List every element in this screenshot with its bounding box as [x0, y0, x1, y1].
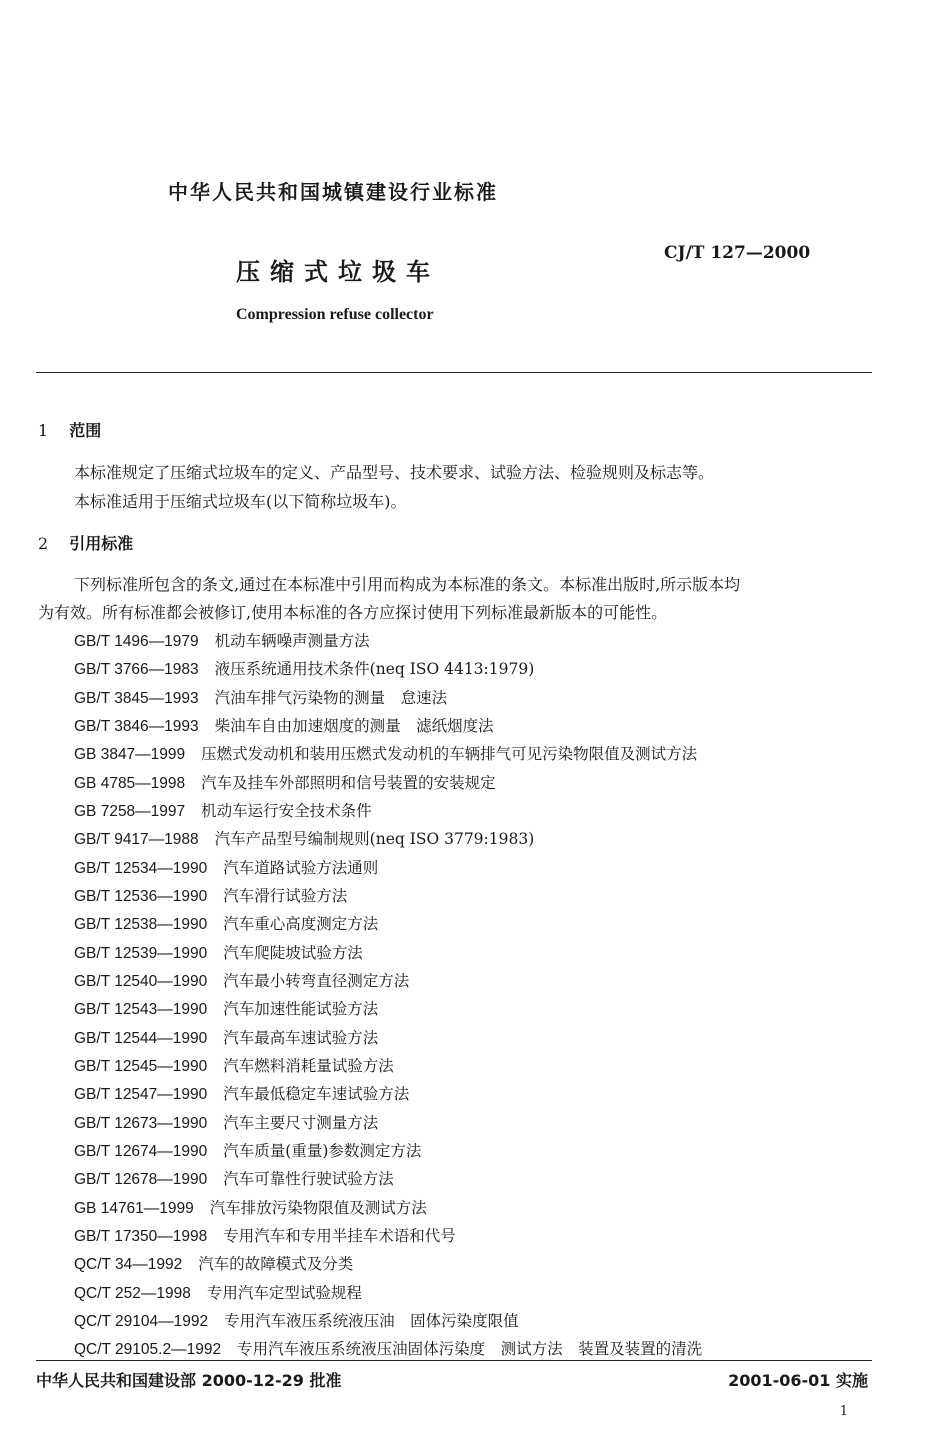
reference-code: QC/T 34—1992 [74, 1256, 183, 1273]
reference-item [74, 1337, 702, 1359]
document-title: 压缩式垃圾车 [236, 258, 440, 286]
reference-code: GB/T 12536—1990 [74, 888, 208, 905]
reference-code: GB/T 12540—1990 [74, 973, 208, 990]
reference-code: GB 4785—1998 [74, 775, 186, 792]
reference-name: 专用汽车液压系统液压油固体污染度 测试方法 装置及装置的清洗 [237, 1340, 703, 1358]
reference-item [74, 1139, 421, 1161]
reference-code: QC/T 252—1998 [74, 1285, 191, 1302]
reference-item [74, 884, 347, 906]
reference-code: GB/T 9417—1988 [74, 831, 199, 848]
reference-name: 汽车最高车速试验方法 [223, 1029, 379, 1047]
reference-name: 机动车运行安全技术条件 [201, 802, 372, 820]
section-title: 范围 [69, 421, 102, 440]
reference-code: GB/T 17350—1998 [74, 1228, 208, 1245]
reference-name: 汽车可靠性行驶试验方法 [223, 1170, 394, 1188]
reference-code: GB/T 12534—1990 [74, 860, 208, 877]
page-number: 1 [839, 1404, 848, 1419]
reference-item [74, 771, 496, 793]
reference-code: GB/T 12674—1990 [74, 1143, 208, 1160]
reference-item [74, 1167, 394, 1189]
reference-name: 汽车最小转弯直径测定方法 [223, 972, 410, 990]
paragraph: 本标准规定了压缩式垃圾车的定义、产品型号、技术要求、试验方法、检验规则及标志等。 [74, 463, 715, 482]
reference-code: GB/T 1496—1979 [74, 633, 199, 650]
paragraph: 本标准适用于压缩式垃圾车(以下简称垃圾车)。 [74, 492, 407, 511]
reference-name: 汽油车排气污染物的测量 怠速法 [214, 689, 448, 707]
reference-item [74, 1224, 456, 1246]
effective-date: 2001-06-01 实施 [728, 1371, 868, 1390]
reference-code: QC/T 29105.2—1992 [74, 1341, 222, 1358]
reference-name: 汽车爬陡坡试验方法 [223, 944, 363, 962]
reference-name: 汽车最低稳定车速试验方法 [223, 1085, 410, 1103]
reference-item [74, 1196, 427, 1218]
reference-item [74, 912, 378, 934]
section-number: 1 [38, 421, 49, 440]
section-2-heading [38, 531, 133, 554]
reference-code: GB/T 3766—1983 [74, 661, 199, 678]
reference-name: 汽车燃料消耗量试验方法 [223, 1057, 394, 1075]
reference-name: 汽车的故障模式及分类 [198, 1255, 354, 1273]
reference-name: 压燃式发动机和装用压燃式发动机的车辆排气可见污染物限值及测试方法 [201, 745, 698, 763]
reference-item [74, 799, 372, 821]
paragraph: 下列标准所包含的条文,通过在本标准中引用而构成为本标准的条文。本标准出版时,所示版本均 [74, 575, 741, 594]
reference-item [74, 686, 447, 708]
reference-code: GB/T 12678—1990 [74, 1171, 208, 1188]
reference-name: 柴油车自由加速烟度的测量 滤纸烟度法 [214, 717, 494, 735]
reference-item [74, 657, 534, 679]
reference-name: 汽车滑行试验方法 [223, 887, 348, 905]
reference-name: 汽车重心高度测定方法 [223, 915, 379, 933]
english-title: Compression refuse collector [236, 306, 434, 323]
reference-item [74, 997, 378, 1019]
standard-number: CJ/T 127—2000 [664, 243, 811, 263]
reference-item [74, 629, 370, 651]
reference-code: GB/T 12543—1990 [74, 1001, 208, 1018]
reference-name: 汽车及挂车外部照明和信号装置的安装规定 [201, 774, 496, 792]
reference-item [74, 1111, 378, 1133]
approval-date: 中华人民共和国建设部 2000-12-29 批准 [36, 1371, 342, 1390]
reference-item [74, 1252, 353, 1274]
reference-code: GB/T 12544—1990 [74, 1030, 208, 1047]
reference-code: GB/T 12545—1990 [74, 1058, 208, 1075]
section-1-heading [38, 418, 101, 441]
reference-code: GB 14761—1999 [74, 1200, 194, 1217]
paragraph: 为有效。所有标准都会被修订,使用本标准的各方应探讨使用下列标准最新版本的可能性。 [38, 603, 668, 622]
reference-code: GB/T 12539—1990 [74, 945, 208, 962]
reference-code: GB 7258—1997 [74, 803, 186, 820]
reference-item [74, 1309, 519, 1331]
reference-code: GB 3847—1999 [74, 746, 186, 763]
reference-code: GB/T 12547—1990 [74, 1086, 208, 1103]
reference-code: QC/T 29104—1992 [74, 1313, 209, 1330]
reference-item [74, 1082, 409, 1104]
reference-code: GB/T 3846—1993 [74, 718, 199, 735]
reference-name: 专用汽车定型试验规程 [206, 1284, 362, 1302]
reference-item [74, 1026, 378, 1048]
reference-item [74, 742, 697, 764]
reference-name: 汽车产品型号编制规则(neq ISO 3779:1983) [214, 830, 535, 848]
reference-name: 汽车主要尺寸测量方法 [223, 1114, 379, 1132]
reference-name: 汽车加速性能试验方法 [223, 1000, 379, 1018]
reference-code: GB/T 12673—1990 [74, 1115, 208, 1132]
reference-item [74, 969, 409, 991]
reference-item [74, 827, 534, 849]
reference-code: GB/T 12538—1990 [74, 916, 208, 933]
reference-item [74, 714, 494, 736]
reference-item [74, 1054, 394, 1076]
reference-item [74, 941, 363, 963]
issuing-standard-category: 中华人民共和国城镇建设行业标准 [168, 180, 498, 204]
reference-item [74, 1281, 362, 1303]
reference-name: 机动车辆噪声测量方法 [214, 632, 370, 650]
section-number: 2 [38, 534, 49, 553]
reference-name: 汽车排放污染物限值及测试方法 [209, 1199, 427, 1217]
reference-name: 汽车质量(重量)参数测定方法 [223, 1142, 422, 1160]
reference-name: 液压系统通用技术条件(neq ISO 4413:1979) [214, 660, 535, 678]
reference-name: 汽车道路试验方法通则 [223, 859, 379, 877]
reference-code: GB/T 3845—1993 [74, 690, 199, 707]
footer-divider [36, 1360, 872, 1361]
reference-item [74, 856, 378, 878]
reference-name: 专用汽车液压系统液压油 固体污染度限值 [224, 1312, 519, 1330]
header-divider [36, 372, 872, 373]
reference-name: 专用汽车和专用半挂车术语和代号 [223, 1227, 456, 1245]
section-title: 引用标准 [69, 534, 134, 553]
